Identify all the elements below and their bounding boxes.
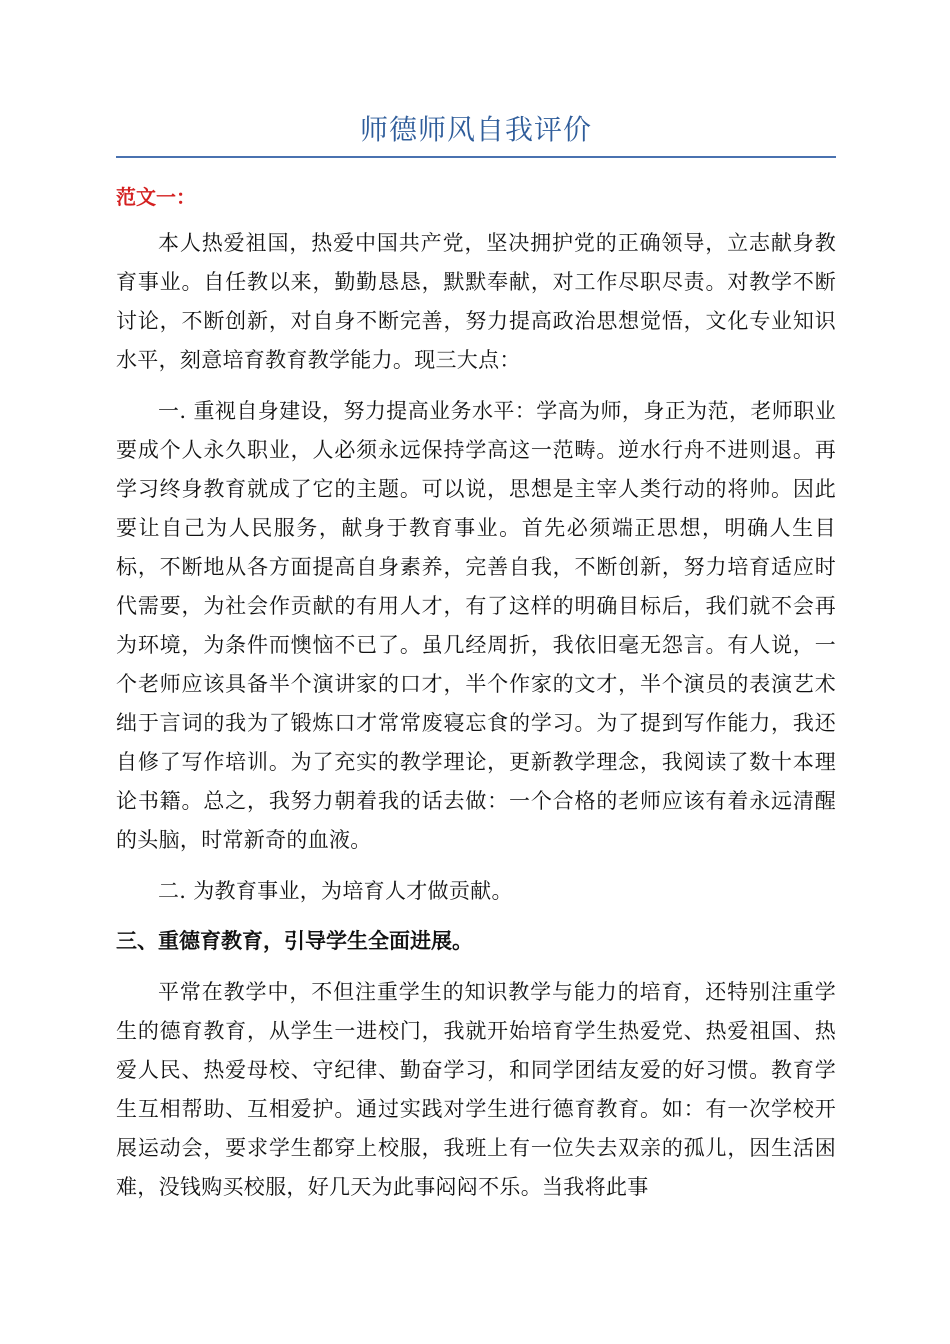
document-page xyxy=(116,108,836,1219)
section-label: 范文一： xyxy=(116,185,196,209)
heading-point-three: 三、重德育教育，引导学生全面进展。 xyxy=(116,929,473,953)
title-divider xyxy=(116,156,836,158)
document-title: 师德师风自我评价 xyxy=(359,113,592,146)
paragraph-point-two: 二. 为教育事业，为培育人才做贡献。 xyxy=(158,879,513,903)
paragraph-point-one: 一. 重视自身建设，努力提高业务水平：学高为师，身正为范，老师职业要成个人永久职业，人必须永远保持学高这一范畴。逆水行舟不进则退。再学习终身教育就成了它的主题。可以说，思想是主宰人类行动的将帅。因此要让自己为人民服务，献身于教育事业。首先必须端正思想，明确人生目标，不断地从各方面提高自身素养，完善自我，不断创新，努力培育适应时代需要，为社会作贡献的有用人才，有了这样的明确目标后，我们就不会再为环境，为条件而懊恼不已了。虽几经周折，我依旧毫无怨言。有人说，一个老师应该具备半个演讲家的口才，半个作家的文才，半个演员的表演艺术绌于言词的我为了锻炼口才常常废寝忘食的学习。为了提到写作能力，我还自修了写作培训。为了充实的教学理论，更新教学理念，我阅读了数十本理论书籍。总之，我努力朝着我的话去做：一个合格的老师应该有着永远清醒的头脑，时常新奇的血液。 xyxy=(116,399,836,852)
paragraph-intro: 本人热爱祖国，热爱中国共产党，坚决拥护党的正确领导，立志献身教育事业。自任教以来，勤勤恳恳，默默奉献，对工作尽职尽责。对教学不断讨论，不断创新，对自身不断完善，努力提高政治思想觉悟，文化专业知识水平，刻意培育教育教学能力。现三大点： xyxy=(116,231,836,372)
paragraph-point-three: 平常在教学中，不但注重学生的知识教学与能力的培育，还特别注重学生的德育教育，从学生一进校门，我就开始培育学生热爱党、热爱祖国、热爱人民、热爱母校、守纪律、勤奋学习，和同学团结友爱的好习惯。教育学生互相帮助、互相爱护。通过实践对学生进行德育教育。如：有一次学校开展运动会，要求学生都穿上校服，我班上有一位失去双亲的孤儿，因生活困难，没钱购买校服，好几天为此事闷闷不乐。当我将此事 xyxy=(116,980,836,1199)
